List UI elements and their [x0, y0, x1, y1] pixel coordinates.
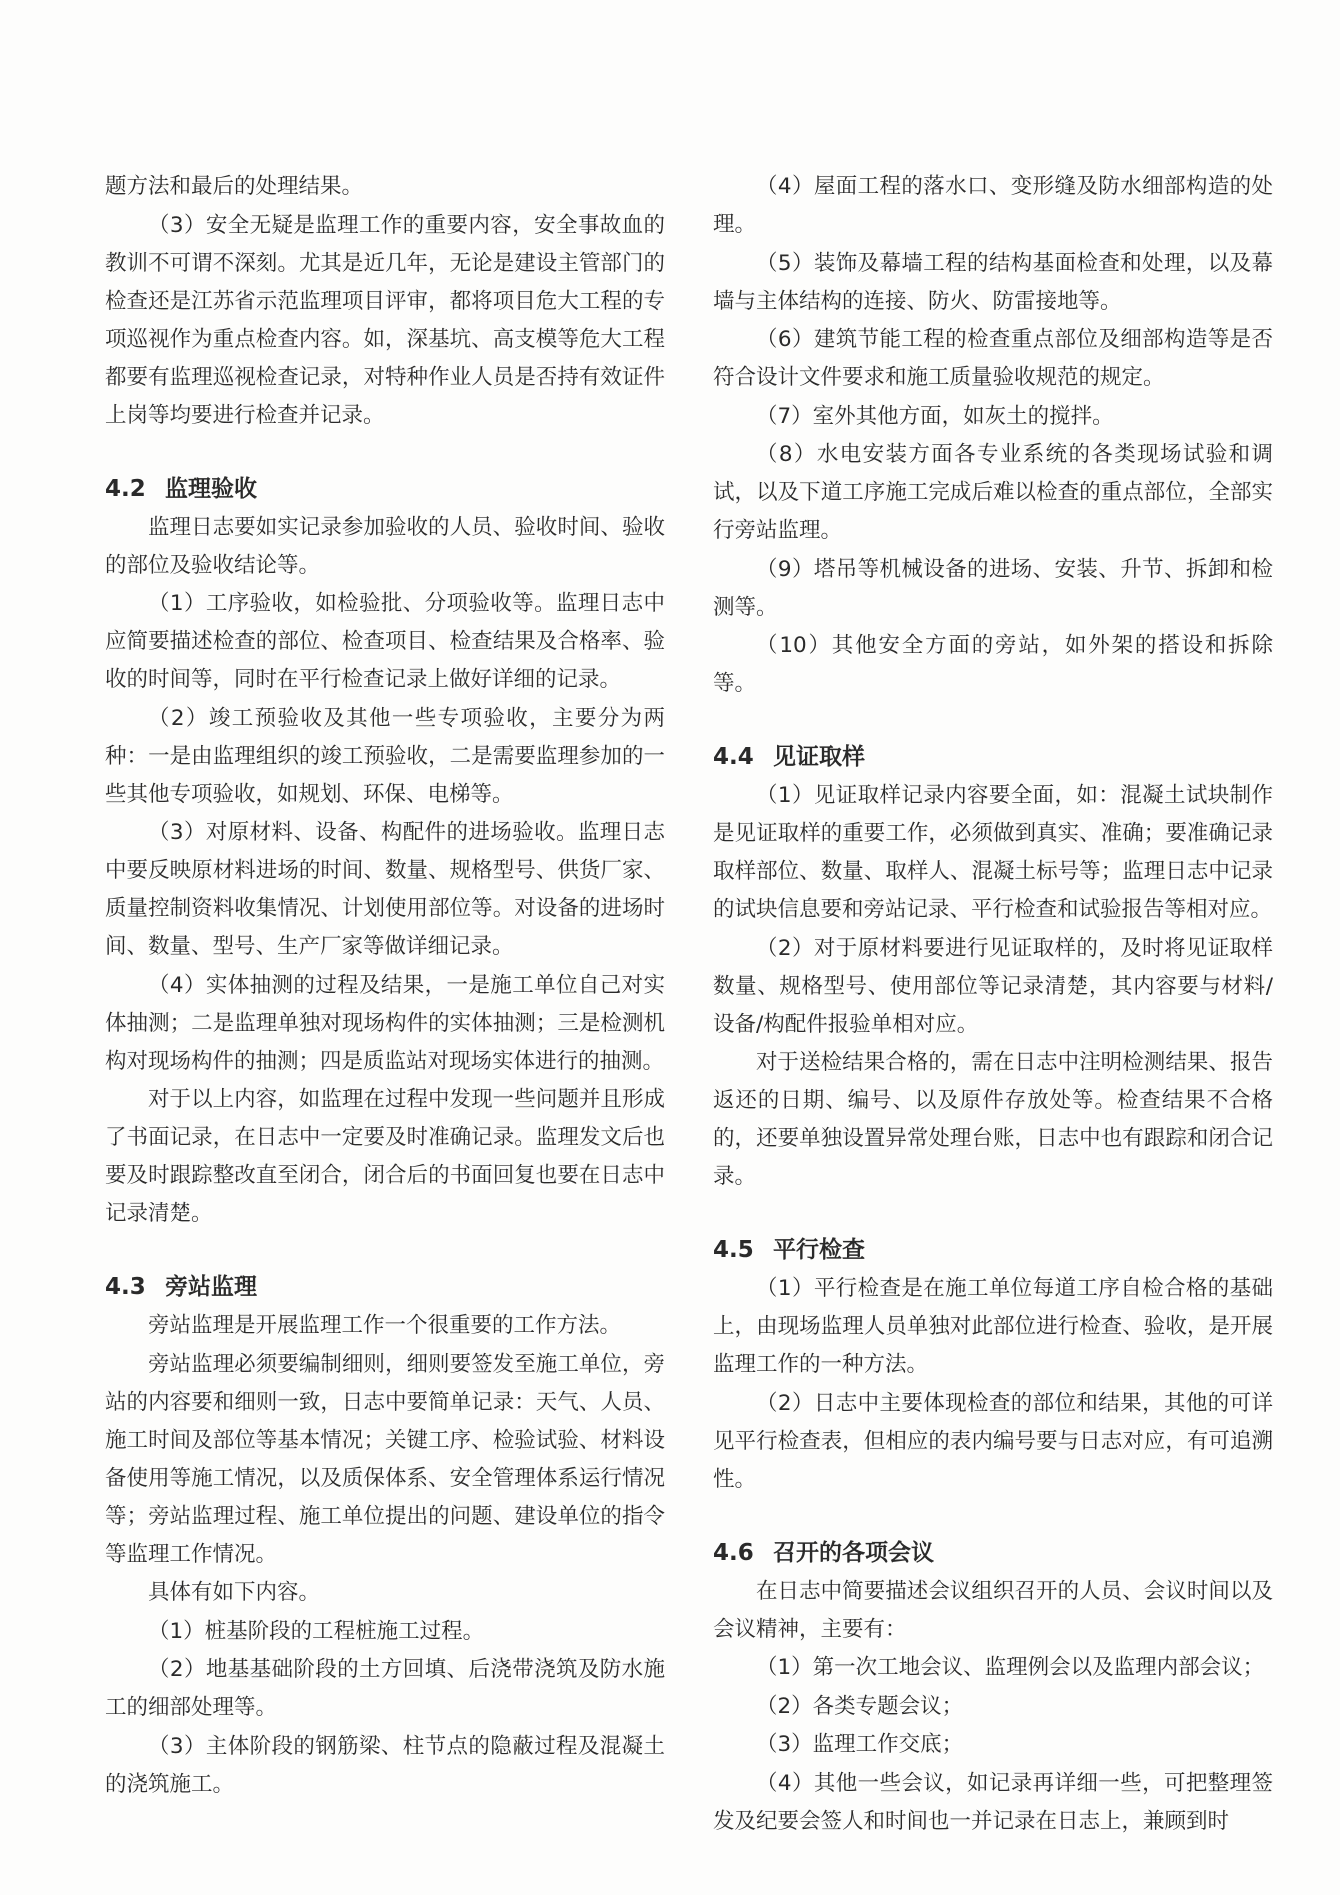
section-heading: [713, 737, 1273, 777]
paragraph: （2）对于原材料要进行见证取样的，及时将见证取样数量、规格型号、使用部位等记录清楚，其内容要与材料/设备/构配件报验单相对应。: [713, 935, 1273, 1037]
paragraph: （2）日志中主要体现检查的部位和结果，其他的可详见平行检查表，但相应的表内编号要与日志对应，有可追溯性。: [713, 1390, 1273, 1492]
paragraph: （3）安全无疑是监理工作的重要内容，安全事故血的教训不可谓不深刻。尤其是近几年，无论是建设主管部门的检查还是江苏省示范监理项目评审，都将项目危大工程的专项巡视作为重点检查内容。如，深基坑、高支模等危大工程都要有监理巡视检查记录，对特种作业人员是否持有效证件上岗等均要进行检查并记录。: [105, 212, 665, 428]
paragraph: 对于以上内容，如监理在过程中发现一些问题并且形成了书面记录，在日志中一定要及时准确记录。监理发文后也要及时跟踪整改直至闭合，闭合后的书面回复也要在日志中记录清楚。: [105, 1087, 665, 1226]
paragraph: （1）平行检查是在施工单位每道工序自检合格的基础上，由现场监理人员单独对此部位进行检查、验收，是开展监理工作的一种方法。: [713, 1276, 1273, 1377]
paragraph: 具体有如下内容。: [148, 1580, 321, 1605]
paragraph: 旁站监理是开展监理工作一个很重要的工作方法。: [148, 1313, 622, 1338]
section-number: 4.3: [105, 1274, 146, 1300]
section-title: 旁站监理: [165, 1274, 257, 1300]
paragraph: （1）第一次工地会议、监理例会以及监理内部会议；: [756, 1655, 1265, 1680]
right-column: [713, 168, 1273, 1841]
section-heading: [105, 1267, 665, 1307]
section-number: 4.5: [713, 1237, 754, 1263]
paragraph: （3）主体阶段的钢筋梁、柱节点的隐蔽过程及混凝土的浇筑施工。: [105, 1733, 665, 1797]
paragraph: （1）工序验收，如检验批、分项验收等。监理日志中应简要描述检查的部位、检查项目、检查结果及合格率、验收的时间等，同时在平行检查记录上做好详细的记录。: [105, 591, 665, 692]
paragraph: 题方法和最后的处理结果。: [105, 174, 364, 199]
paragraph: （2）各类专题会议；: [756, 1693, 964, 1719]
paragraph: （1）桩基阶段的工程桩施工过程。: [148, 1618, 485, 1644]
paragraph: （10）其他安全方面的旁站，如外架的搭设和拆除等。: [713, 633, 1273, 696]
paragraph: （3）监理工作交底；: [756, 1732, 964, 1757]
paragraph: （4）屋面工程的落水口、变形缝及防水细部构造的处理。: [713, 174, 1273, 237]
paragraph: （5）装饰及幕墙工程的结构基面检查和处理，以及幕墙与主体结构的连接、防火、防雷接地等。: [713, 250, 1273, 314]
section-number: 4.4: [713, 744, 754, 770]
section-heading: [105, 469, 665, 509]
paragraph: （4）其他一些会议，如记录再详细一些，可把整理签发及纪要会签人和时间也一并记录在日志上，兼顾到时: [713, 1770, 1273, 1834]
paragraph: 对于送检结果合格的，需在日志中注明检测结果、报告返还的日期、编号、以及原件存放处等。检查结果不合格的，还要单独设置异常处理台账，日志中也有跟踪和闭合记录。: [713, 1050, 1273, 1189]
paragraph: （8）水电安装方面各专业系统的各类现场试验和调试，以及下道工序施工完成后难以检查的重点部位，全部实行旁站监理。: [713, 442, 1273, 543]
paragraph: （3）对原材料、设备、构配件的进场验收。监理日志中要反映原材料进场的时间、数量、规格型号、供货厂家、质量控制资料收集情况、计划使用部位等。对设备的进场时间、数量、型号、生产厂家等做详细记录。: [105, 820, 665, 959]
paragraph: 监理日志要如实记录参加验收的人员、验收时间、验收的部位及验收结论等。: [105, 514, 665, 578]
section-heading: [713, 1230, 1273, 1270]
paragraph: 在日志中简要描述会议组织召开的人员、会议时间以及会议精神，主要有：: [713, 1578, 1273, 1642]
paragraph: （7）室外其他方面，如灰土的搅拌。: [756, 403, 1114, 429]
paragraph: （4）实体抽测的过程及结果，一是施工单位自己对实体抽测；二是监理单独对现场构件的实体抽测；三是检测机构对现场构件的抽测；四是质监站对现场实体进行的抽测。: [105, 972, 665, 1074]
section-title: 监理验收: [165, 475, 257, 502]
paragraph: （9）塔吊等机械设备的进场、安装、升节、拆卸和检测等。: [713, 556, 1273, 620]
section-title: 召开的各项会议: [773, 1539, 934, 1566]
paragraph: （2）地基基础阶段的土方回填、后浇带浇筑及防水施工的细部处理等。: [105, 1657, 665, 1720]
section-title: 平行检查: [773, 1237, 865, 1263]
section-heading: [713, 1533, 1273, 1573]
left-column: [105, 168, 665, 1804]
paragraph: 旁站监理必须要编制细则，细则要签发至施工单位，旁站的内容要和细则一致，日志中要简单记录：天气、人员、施工时间及部位等基本情况；关键工序、检验试验、材料设备使用等施工情况，以及质保体系、安全管理体系运行情况等；旁站监理过程、施工单位提出的问题、建设单位的指令等监理工作情况。: [105, 1351, 665, 1567]
section-number: 4.6: [713, 1539, 754, 1566]
paragraph: （6）建筑节能工程的检查重点部位及细部构造等是否符合设计文件要求和施工质量验收规范的规定。: [713, 327, 1273, 390]
section-number: 4.2: [105, 475, 146, 502]
paragraph: （2）竣工预验收及其他一些专项验收，主要分为两种：一是由监理组织的竣工预验收，二是需要监理参加的一些其他专项验收，如规划、环保、电梯等。: [105, 705, 665, 807]
section-title: 见证取样: [773, 744, 865, 770]
paragraph: （1）见证取样记录内容要全面，如：混凝土试块制作是见证取样的重要工作，必须做到真实、准确；要准确记录取样部位、数量、取样人、混凝土标号等；监理日志中记录的试块信息要和旁站记录、平行检查和试验报告等相对应。: [713, 783, 1273, 922]
